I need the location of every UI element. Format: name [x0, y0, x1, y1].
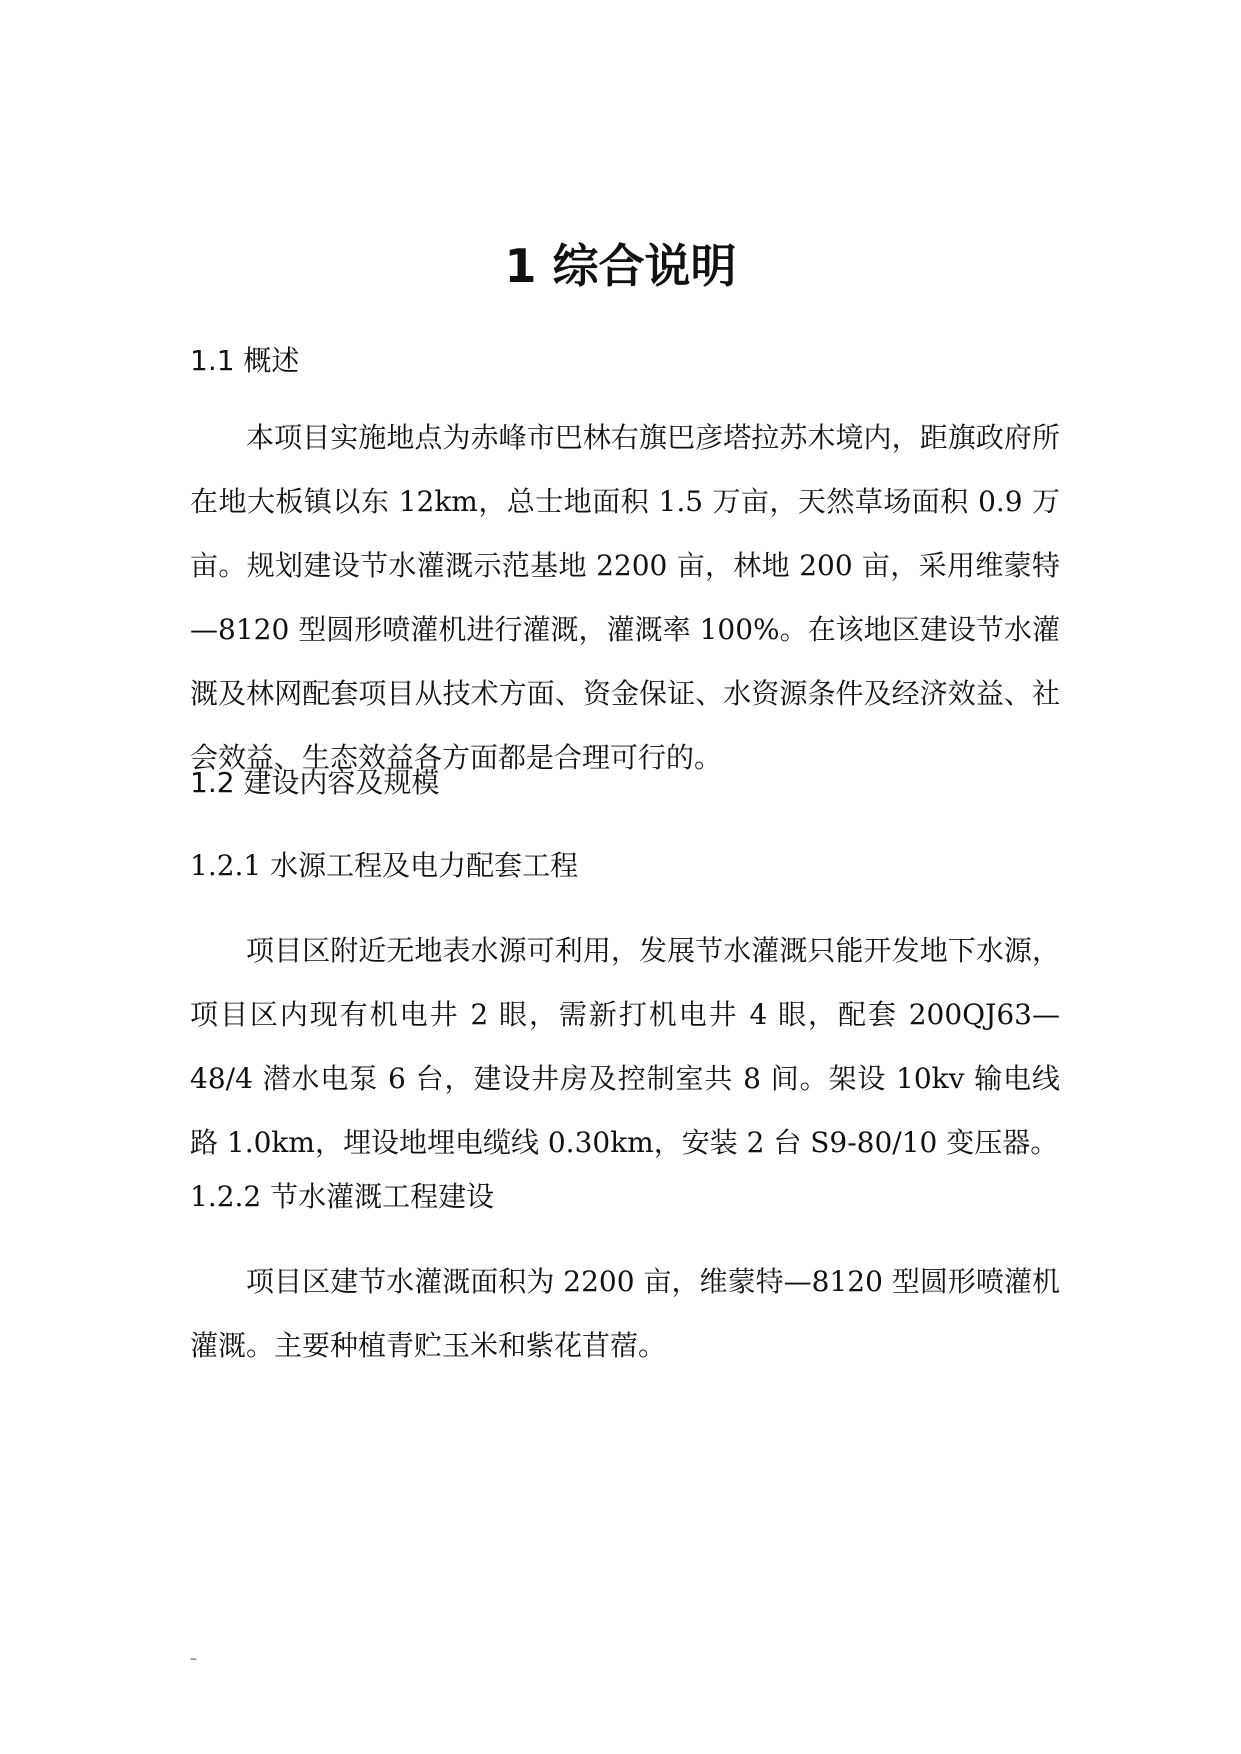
section-paragraph-1-1: 本项目实施地点为赤峰市巴林右旗巴彦塔拉苏木境内，距旗政府所在地大板镇以东 12km，总士地面积 1.5 万亩，天然草场面积 0.9 万亩。规划建设节水灌溉示范基地 2200 亩，林地 200 亩，采用维蒙特—8120 型圆形喷灌机进行灌溉，灌溉率 100%。在该地区建设节水灌溉及林网配套项目从技术方面、资金保证、水资源条件及经济效益、社会效益、生态效益各方面都是合理可行的。 — [190, 421, 1060, 774]
section-paragraph-1-2-1: 项目区附近无地表水源可利用，发展节水灌溉只能开发地下水源，项目区内现有机电井 2 眼，需新打机电井 4 眼，配套 200QJ63—48/4 潜水电泵 6 台，建设井房及控制室共 8 间。架设 10kv 输电线路 1.0km，埋设地埋电缆线 0.30km，安装 2 台 S9-80/10 变压器。 — [190, 934, 1060, 1159]
section-heading-1-2-2: 1.2.2 节水灌溉工程建设 — [190, 1180, 495, 1213]
section-heading-1-2: 1.2 建设内容及规模 — [190, 766, 440, 799]
page-footer-mark: – — [190, 1651, 197, 1667]
section-heading-1-2-1: 1.2.1 水源工程及电力配套工程 — [190, 849, 579, 882]
section-paragraph-1-2-2: 项目区建节水灌溉面积为 2200 亩，维蒙特—8120 型圆形喷灌机灌溉。主要种植青贮玉米和紫花苜蓿。 — [190, 1265, 1060, 1362]
page-title: 1 综合说明 — [504, 239, 737, 293]
section-heading-1-1: 1.1 概述 — [190, 344, 300, 377]
